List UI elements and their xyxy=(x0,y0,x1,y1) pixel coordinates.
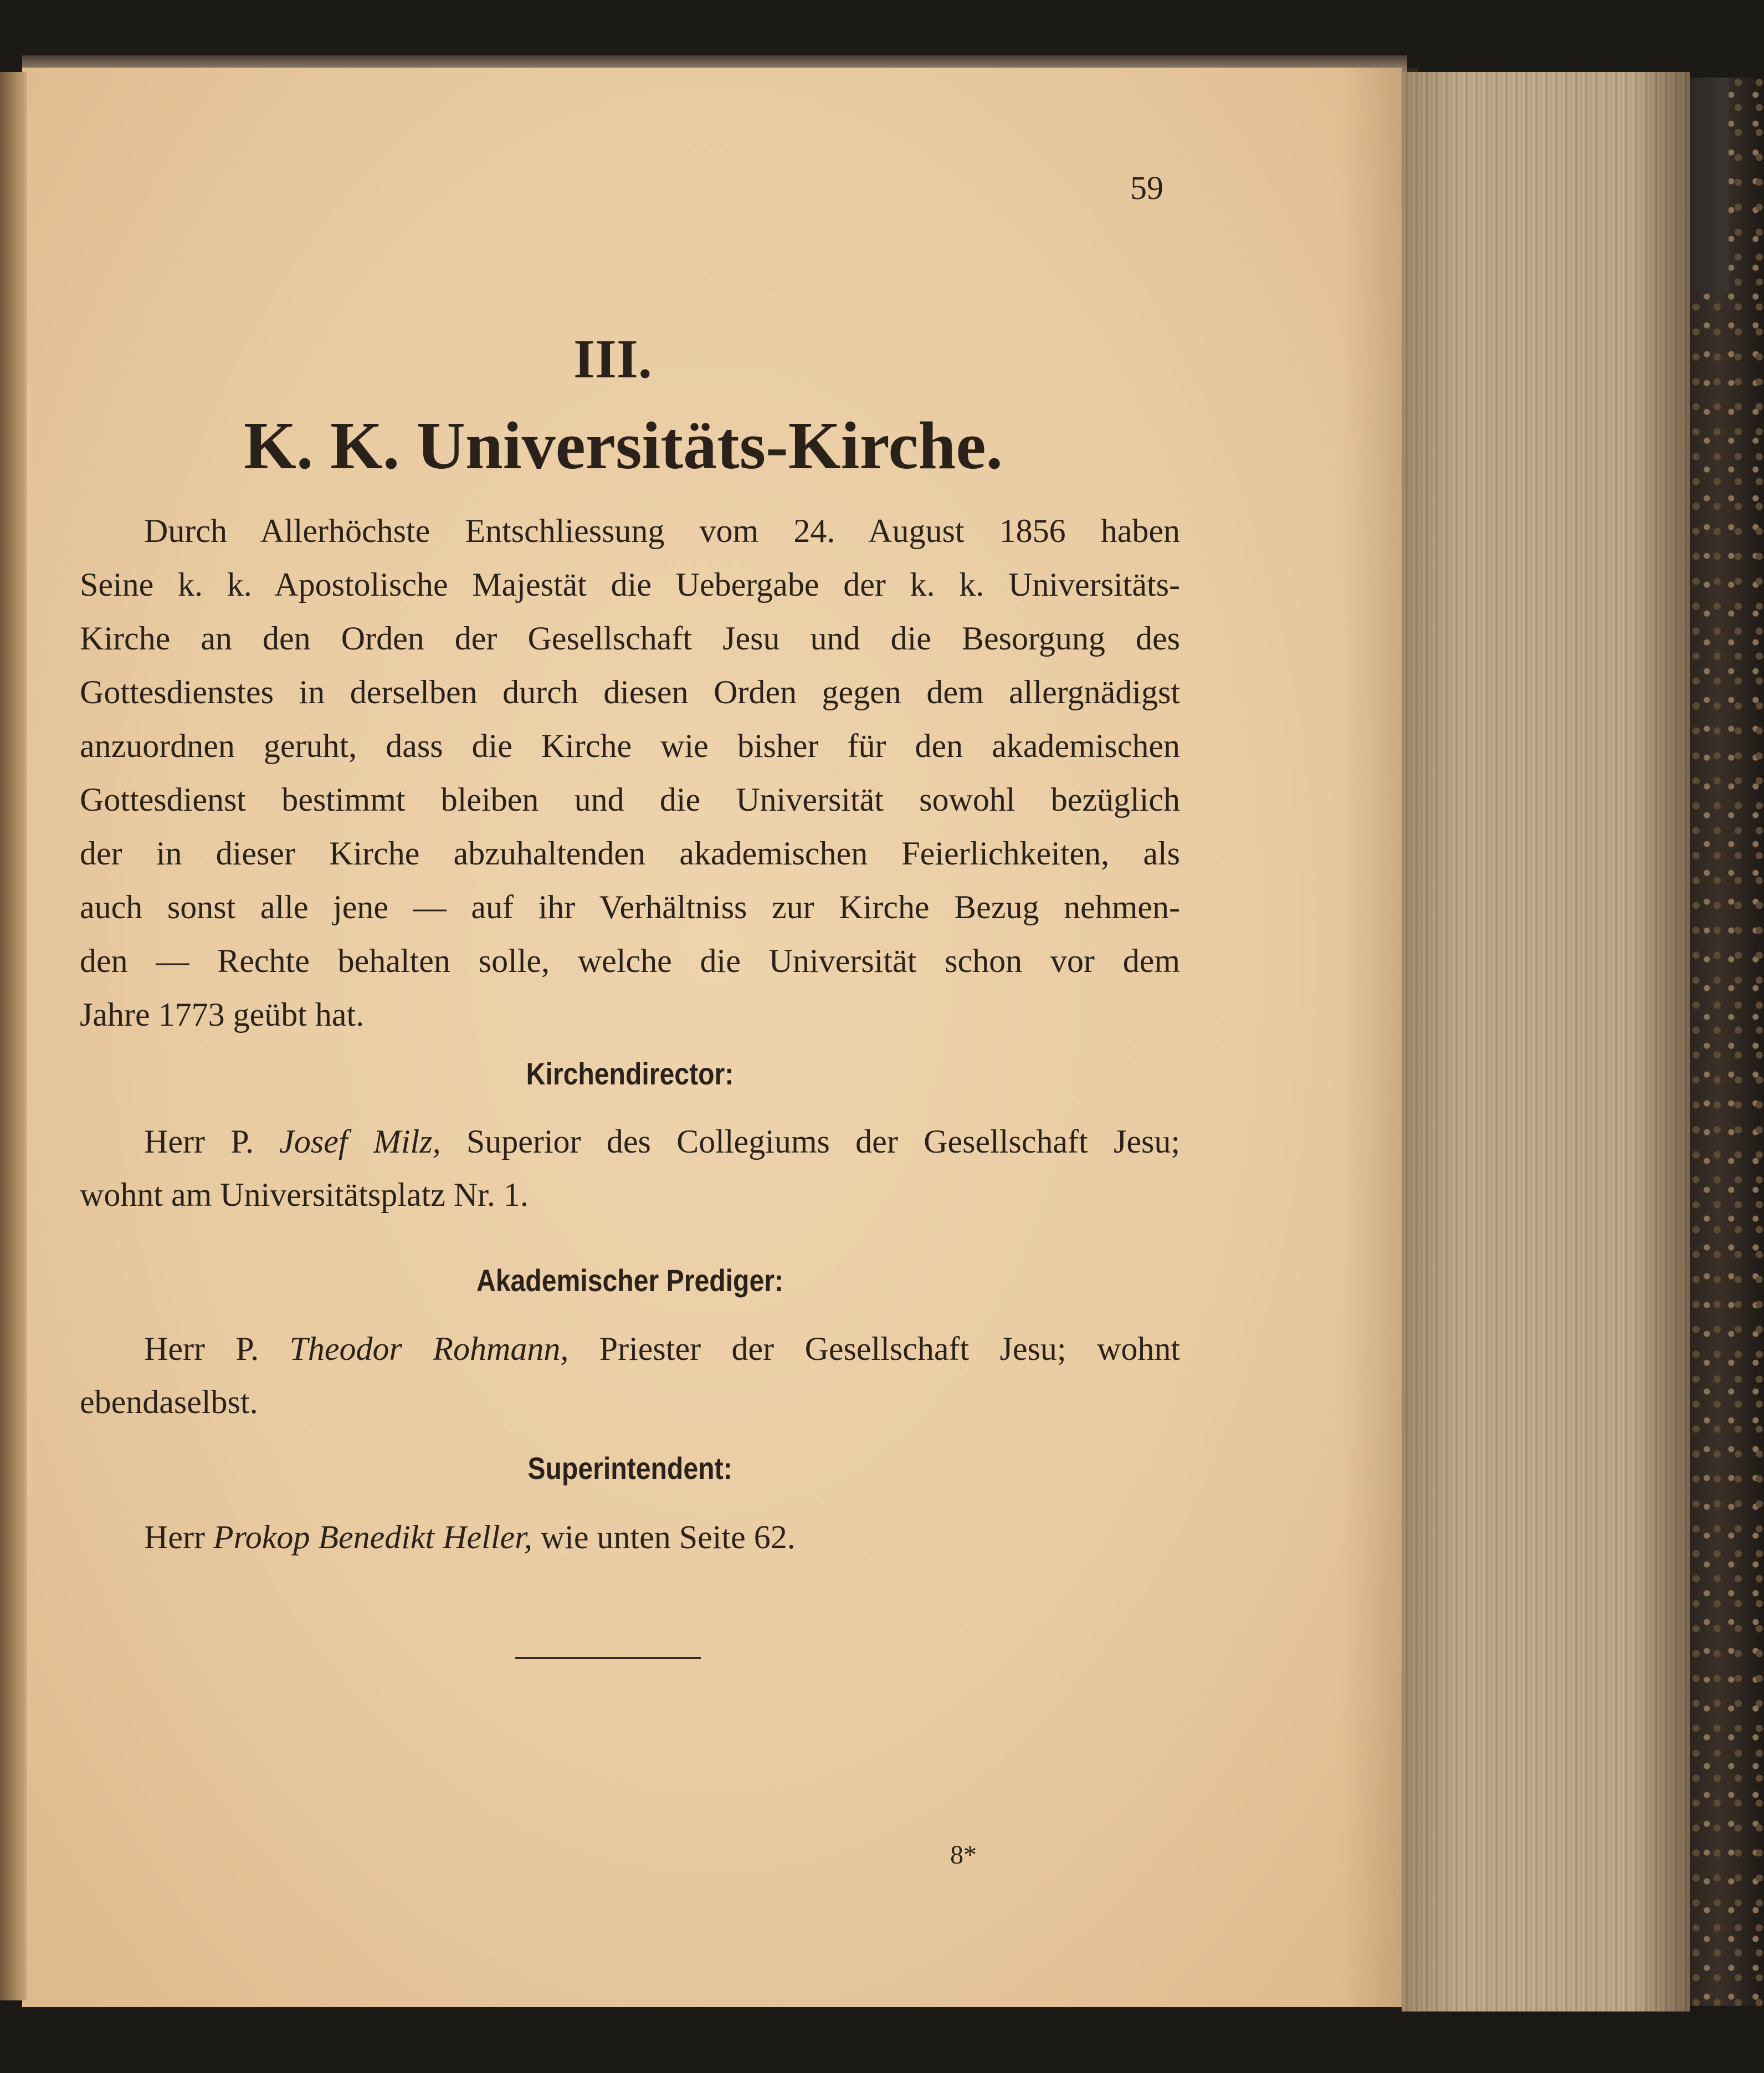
section-heading-superintendent: Superintendent: xyxy=(527,1451,732,1486)
page-number: 59 xyxy=(1130,170,1163,206)
entry-prefix: Herr P. xyxy=(144,1123,254,1160)
person-name: Prokop Benedikt Heller, xyxy=(213,1519,532,1555)
paragraph-line: der in dieser Kirche abzuhaltenden akademischen Feierlichkeiten, als xyxy=(80,835,1180,872)
entry-line xyxy=(80,1322,1180,1375)
paragraph-line: Gottesdienstes in derselben durch diesen Orden gegen dem allergnädigst xyxy=(80,674,1180,710)
section-heading-prediger: Akademischer Prediger: xyxy=(476,1263,784,1298)
person-name: Theodor Rohmann, xyxy=(289,1330,569,1367)
intro-paragraph xyxy=(80,504,1180,1042)
entry-superintendent xyxy=(80,1511,1180,1564)
paragraph-line: den — Rechte behalten solle, welche die Universität schon vor dem xyxy=(80,943,1180,979)
paragraph-line: auch sonst alle jene — auf ihr Verhältniss zur Kirche Bezug nehmen- xyxy=(80,889,1180,925)
paragraph-line: Jahre 1773 geübt hat. xyxy=(80,996,365,1033)
entry-line-2: wohnt am Universitätsplatz Nr. 1. xyxy=(80,1176,529,1213)
entry-line-2: ebendaselbst. xyxy=(80,1384,258,1420)
entry-prefix: Herr P. xyxy=(144,1330,259,1367)
section-divider xyxy=(515,1657,701,1659)
entry-line xyxy=(80,1115,1180,1168)
section-heading-kirchendirector: Kirchendirector: xyxy=(526,1056,734,1091)
entry-line xyxy=(80,1511,1180,1564)
paragraph-line: Gottesdienst bestimmt bleiben und die Universität sowohl bezüglich xyxy=(80,781,1180,818)
entry-prefix: Herr xyxy=(144,1519,205,1555)
entry-text: wie unten Seite 62. xyxy=(540,1519,796,1555)
paragraph-line: Kirche an den Orden der Gesellschaft Jesu und die Besorgung des xyxy=(80,620,1180,657)
entry-kirchendirector xyxy=(80,1115,1180,1221)
paragraph-line: anzuordnen geruht, dass die Kirche wie bisher für den akademischen xyxy=(80,728,1180,764)
entry-prediger xyxy=(80,1322,1180,1429)
person-name: Josef Milz, xyxy=(279,1123,441,1160)
page-title: K. K. Universitäts-Kirche. xyxy=(244,408,1003,483)
entry-text: Priester der Gesellschaft Jesu; wohnt xyxy=(599,1330,1181,1367)
signature-mark: 8* xyxy=(950,1840,977,1870)
section-number: III. xyxy=(573,328,652,390)
entry-text: Superior des Collegiums der Gesellschaft Jesu; xyxy=(466,1123,1180,1160)
paragraph-line: Durch Allerhöchste Entschliessung vom 24. August 1856 haben xyxy=(144,513,1180,549)
paragraph-line: Seine k. k. Apostolische Majestät die Uebergabe der k. k. Universitäts- xyxy=(80,566,1180,603)
